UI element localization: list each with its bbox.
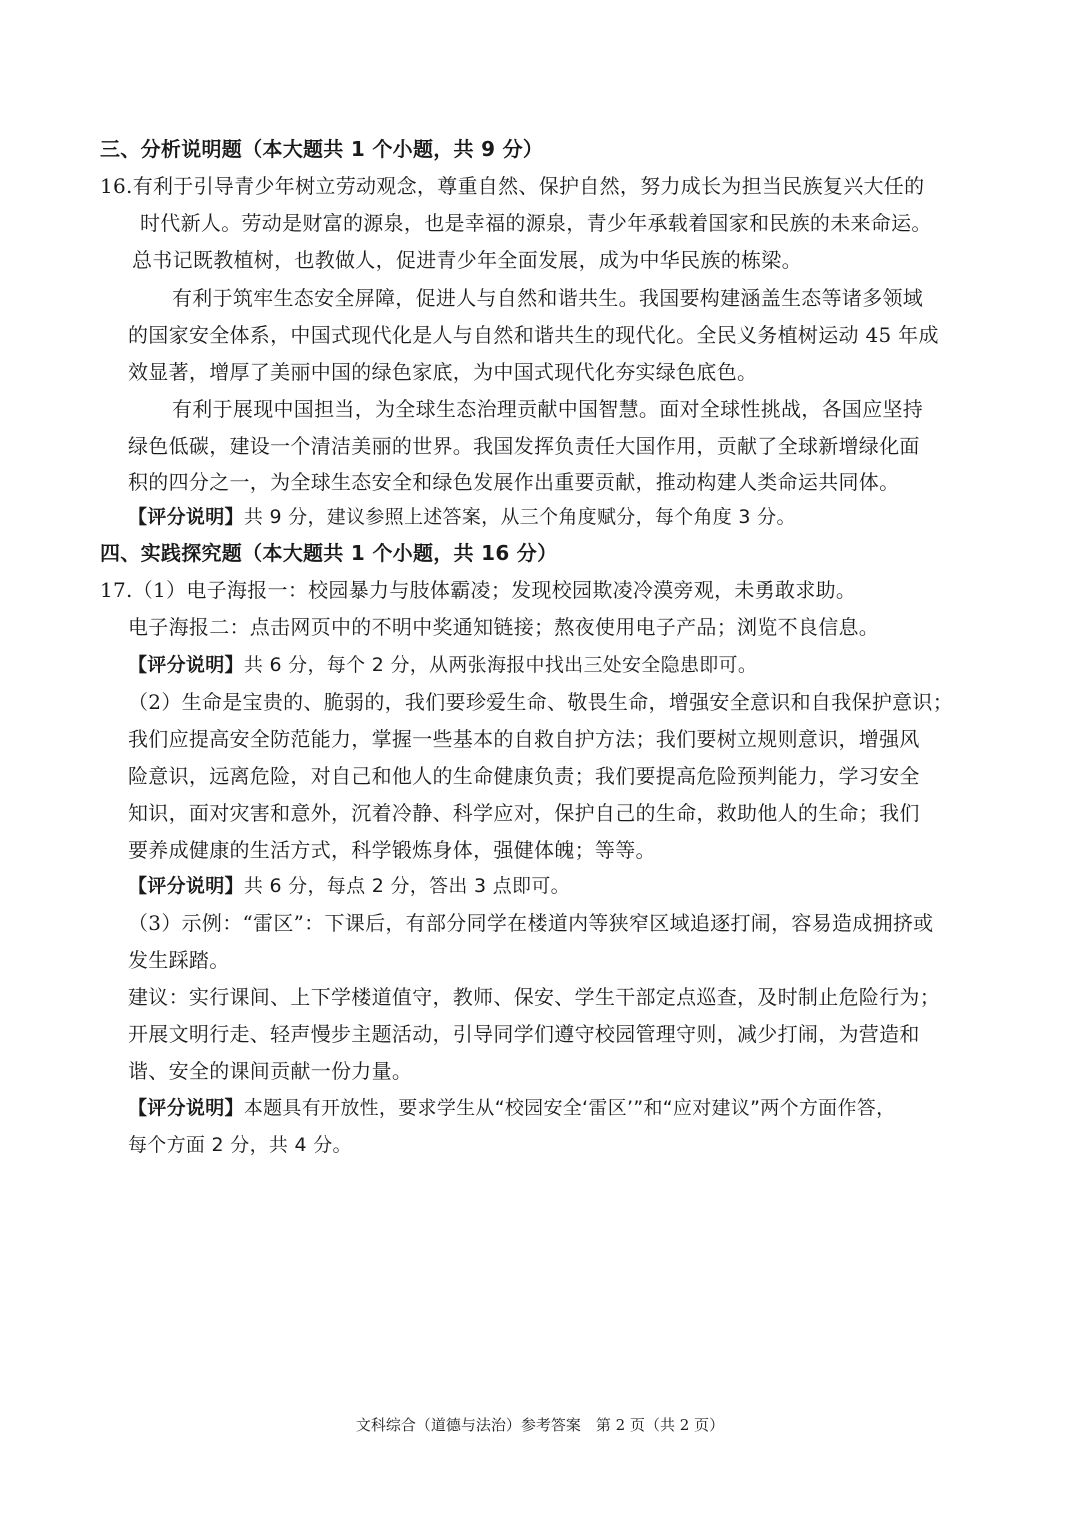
score-note-tag: 【评分说明】	[128, 875, 244, 897]
q17-part3-line-5: 谐、安全的课间贡献一份力量。	[128, 1059, 413, 1083]
q17-score-note-2	[128, 871, 570, 901]
q16-line-1: 16.有利于引导青少年树立劳动观念，尊重自然、保护自然，努力成长为担当民族复兴大任的	[100, 174, 925, 198]
q17-part1-line-2: 电子海报二：点击网页中的不明中奖通知链接；熬夜使用电子产品；浏览不良信息。	[128, 615, 880, 639]
q17-part2-line-5: 要养成健康的生活方式，科学锻炼身体，强健体魄；等等。	[128, 838, 656, 862]
q17-part3-line-1: （3）示例：“雷区”：下课后，有部分同学在楼道内等狭窄区域追逐打闹，容易造成拥挤或	[128, 911, 934, 935]
q17-part1-line-1: 17.（1）电子海报一：校园暴力与肢体霸凌；发现校园欺凌冷漠旁观，未勇敢求助。	[100, 578, 857, 602]
score-note-tag: 【评分说明】	[128, 654, 244, 676]
score-note-text: 共 9 分，建议参照上述答案，从三个角度赋分，每个角度 3 分。	[243, 506, 796, 528]
q17-part2-line-2: 我们应提高安全防范能力，掌握一些基本的自救自护方法；我们要树立规则意识，增强风	[128, 727, 920, 751]
q17-part2-line-1: （2）生命是宝贵的、脆弱的，我们要珍爱生命、敬畏生命，增强安全意识和自我保护意识；	[128, 690, 954, 714]
score-note-tag: 【评分说明】	[128, 1097, 244, 1119]
score-note-text: 共 6 分，每点 2 分，答出 3 点即可。	[243, 875, 570, 897]
q16-line-2: 时代新人。劳动是财富的源泉，也是幸福的源泉，青少年承载着国家和民族的未来命运。	[140, 211, 932, 235]
section-4-heading: 四、实践探究题（本大题共 1 个小题，共 16 分）	[100, 541, 558, 565]
q16-line-6: 效显著，增厚了美丽中国的绿色家底，为中国式现代化夯实绿色底色。	[128, 360, 758, 384]
q16-line-4: 有利于筑牢生态安全屏障，促进人与自然和谐共生。我国要构建涵盖生态等诸多领域	[172, 286, 924, 310]
q17-score-note-3	[128, 1093, 895, 1123]
q16-line-5: 的国家安全体系，中国式现代化是人与自然和谐共生的现代化。全民义务植树运动 45 年成	[128, 323, 939, 347]
q17-score-note-3-continued: 每个方面 2 分，共 4 分。	[128, 1134, 352, 1156]
q16-line-3: 总书记既教植树，也教做人，促进青少年全面发展，成为中华民族的栋梁。	[132, 248, 802, 272]
q16-line-9: 积的四分之一，为全球生态安全和绿色发展作出重要贡献，推动构建人类命运共同体。	[128, 470, 900, 494]
score-note-text: 共 6 分，每个 2 分，从两张海报中找出三处安全隐患即可。	[243, 654, 758, 676]
q17-part3-line-2: 发生踩踏。	[128, 948, 230, 972]
score-note-tag: 【评分说明】	[128, 506, 244, 528]
section-3-heading: 三、分析说明题（本大题共 1 个小题，共 9 分）	[100, 137, 544, 161]
page-footer: 文科综合（道德与法治）参考答案 第 2 页（共 2 页）	[355, 1416, 725, 1434]
q16-line-7: 有利于展现中国担当，为全球生态治理贡献中国智慧。面对全球性挑战，各国应坚持	[172, 397, 924, 421]
q17-part3-line-3: 建议：实行课间、上下学楼道值守，教师、保安、学生干部定点巡查，及时制止危险行为；	[128, 985, 940, 1009]
q17-part2-line-4: 知识，面对灾害和意外，沉着冷静、科学应对，保护自己的生命，救助他人的生命；我们	[128, 801, 920, 825]
q17-score-note-1	[128, 650, 757, 680]
q16-line-8: 绿色低碳，建设一个清洁美丽的世界。我国发挥负责任大国作用，贡献了全球新增绿化面	[128, 434, 920, 458]
score-note-text: 本题具有开放性，要求学生从“校园安全‘雷区’”和“应对建议”两个方面作答，	[243, 1097, 896, 1119]
q17-part2-line-3: 险意识，远离危险，对自己和他人的生命健康负责；我们要提高危险预判能力，学习安全	[128, 764, 920, 788]
q16-score-note	[128, 502, 796, 532]
q17-part3-line-4: 开展文明行走、轻声慢步主题活动，引导同学们遵守校园管理守则，减少打闹，为营造和	[128, 1022, 920, 1046]
